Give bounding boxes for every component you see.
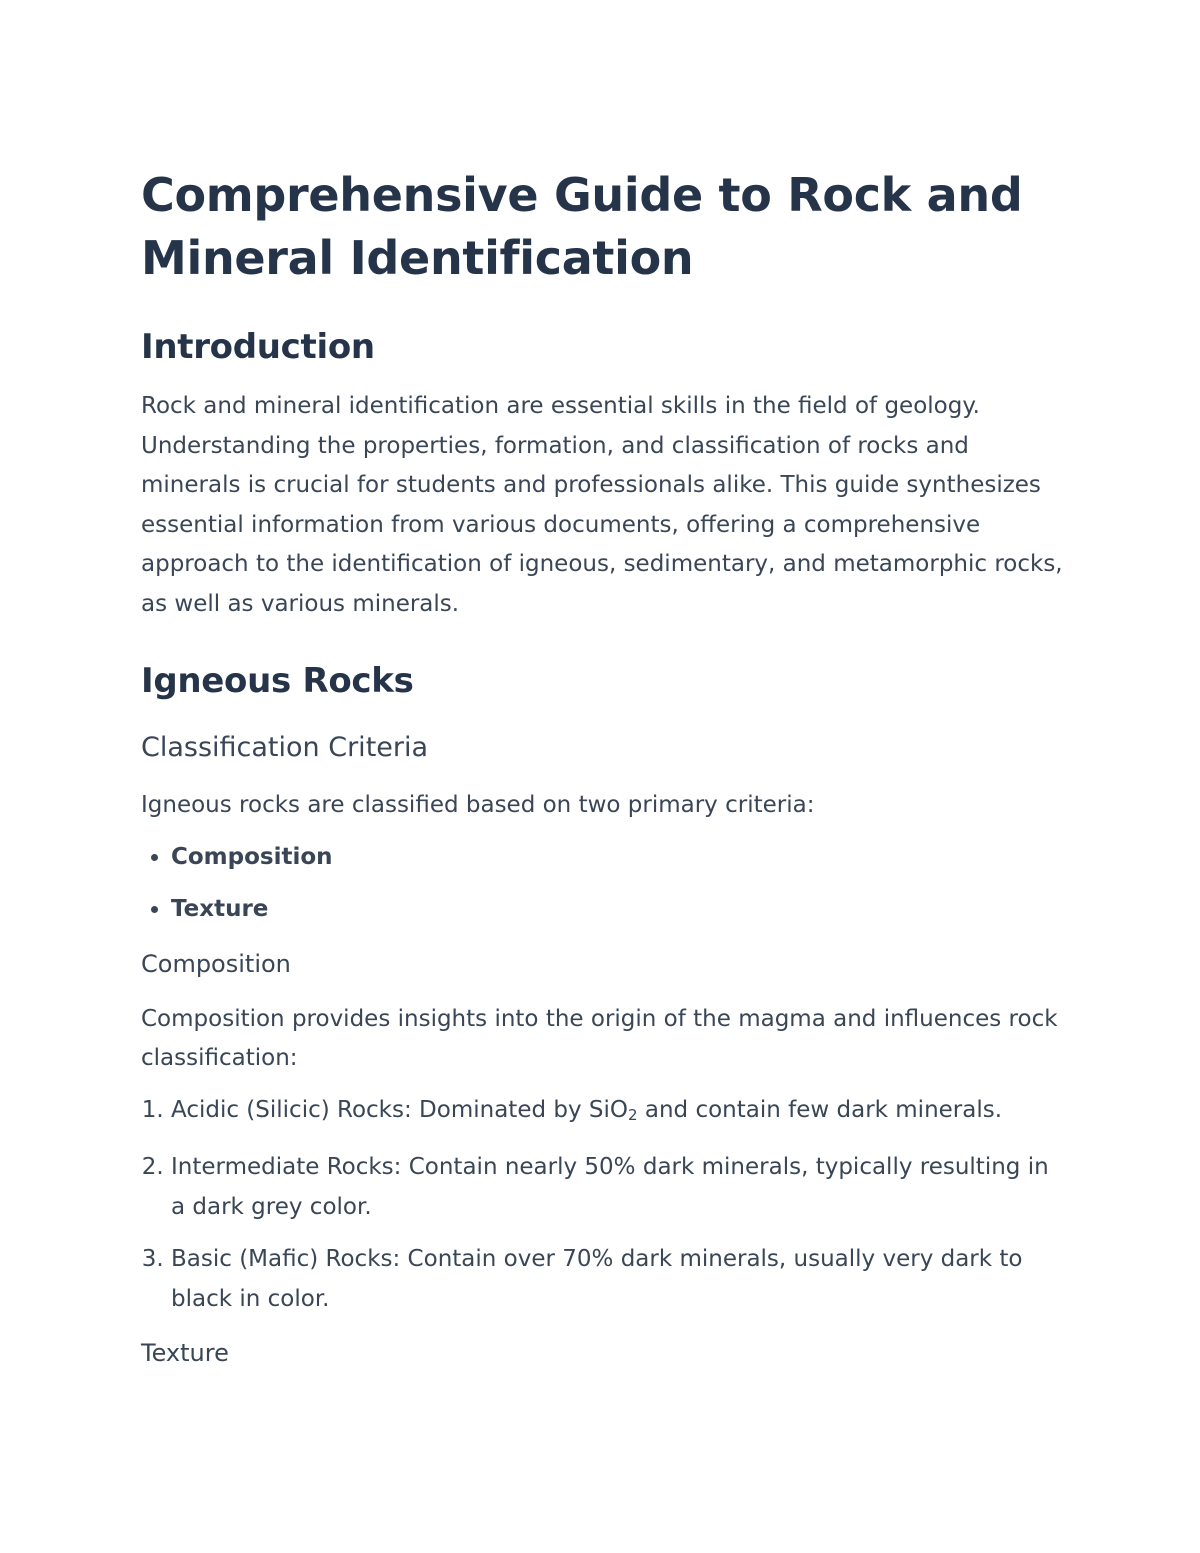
criteria-item-texture: • Texture — [171, 890, 1070, 930]
texture-heading: Texture — [141, 1339, 229, 1367]
classification-criteria-heading: Classification Criteria — [141, 732, 429, 763]
composition-heading: Composition — [141, 949, 291, 978]
criteria-list — [141, 838, 1070, 930]
composition-item-basic: 3. Basic (Mafic) Rocks: Contain over 70% dark minerals, usually very dark to black in color. — [171, 1240, 1070, 1319]
criteria-item-composition: • Composition — [171, 838, 1070, 878]
classification-intro: Igneous rocks are classified based on two primary criteria: — [141, 792, 815, 818]
acidic-text-after: and contain few dark minerals. — [637, 1096, 1003, 1123]
acidic-subscript: 2 — [628, 1105, 638, 1124]
composition-item-acidic — [171, 1091, 1070, 1136]
composition-intro: Composition provides insights into the origin of the magma and influences rock classification: — [141, 1005, 1058, 1071]
page-title: Comprehensive Guide to Rock and Mineral Identification — [141, 168, 1023, 285]
igneous-rocks-heading: Igneous Rocks — [141, 661, 414, 701]
composition-list — [141, 1091, 1070, 1320]
introduction-heading: Introduction — [141, 327, 375, 367]
introduction-paragraph: Rock and mineral identification are essential skills in the field of geology. Understanding the properties, formation, and classification of rocks and minerals is crucial for students and professionals alike. This guide synthesizes essential information from various documents, offering a comprehensive approach to the identification of igneous, sedimentary, and metamorphic rocks, as well as various minerals. — [141, 393, 1063, 617]
composition-item-intermediate: 2. Intermediate Rocks: Contain nearly 50% dark minerals, typically resulting in a dark grey color. — [171, 1148, 1070, 1227]
acidic-text-before: Acidic (Silicic) Rocks: Dominated by SiO — [171, 1096, 628, 1123]
